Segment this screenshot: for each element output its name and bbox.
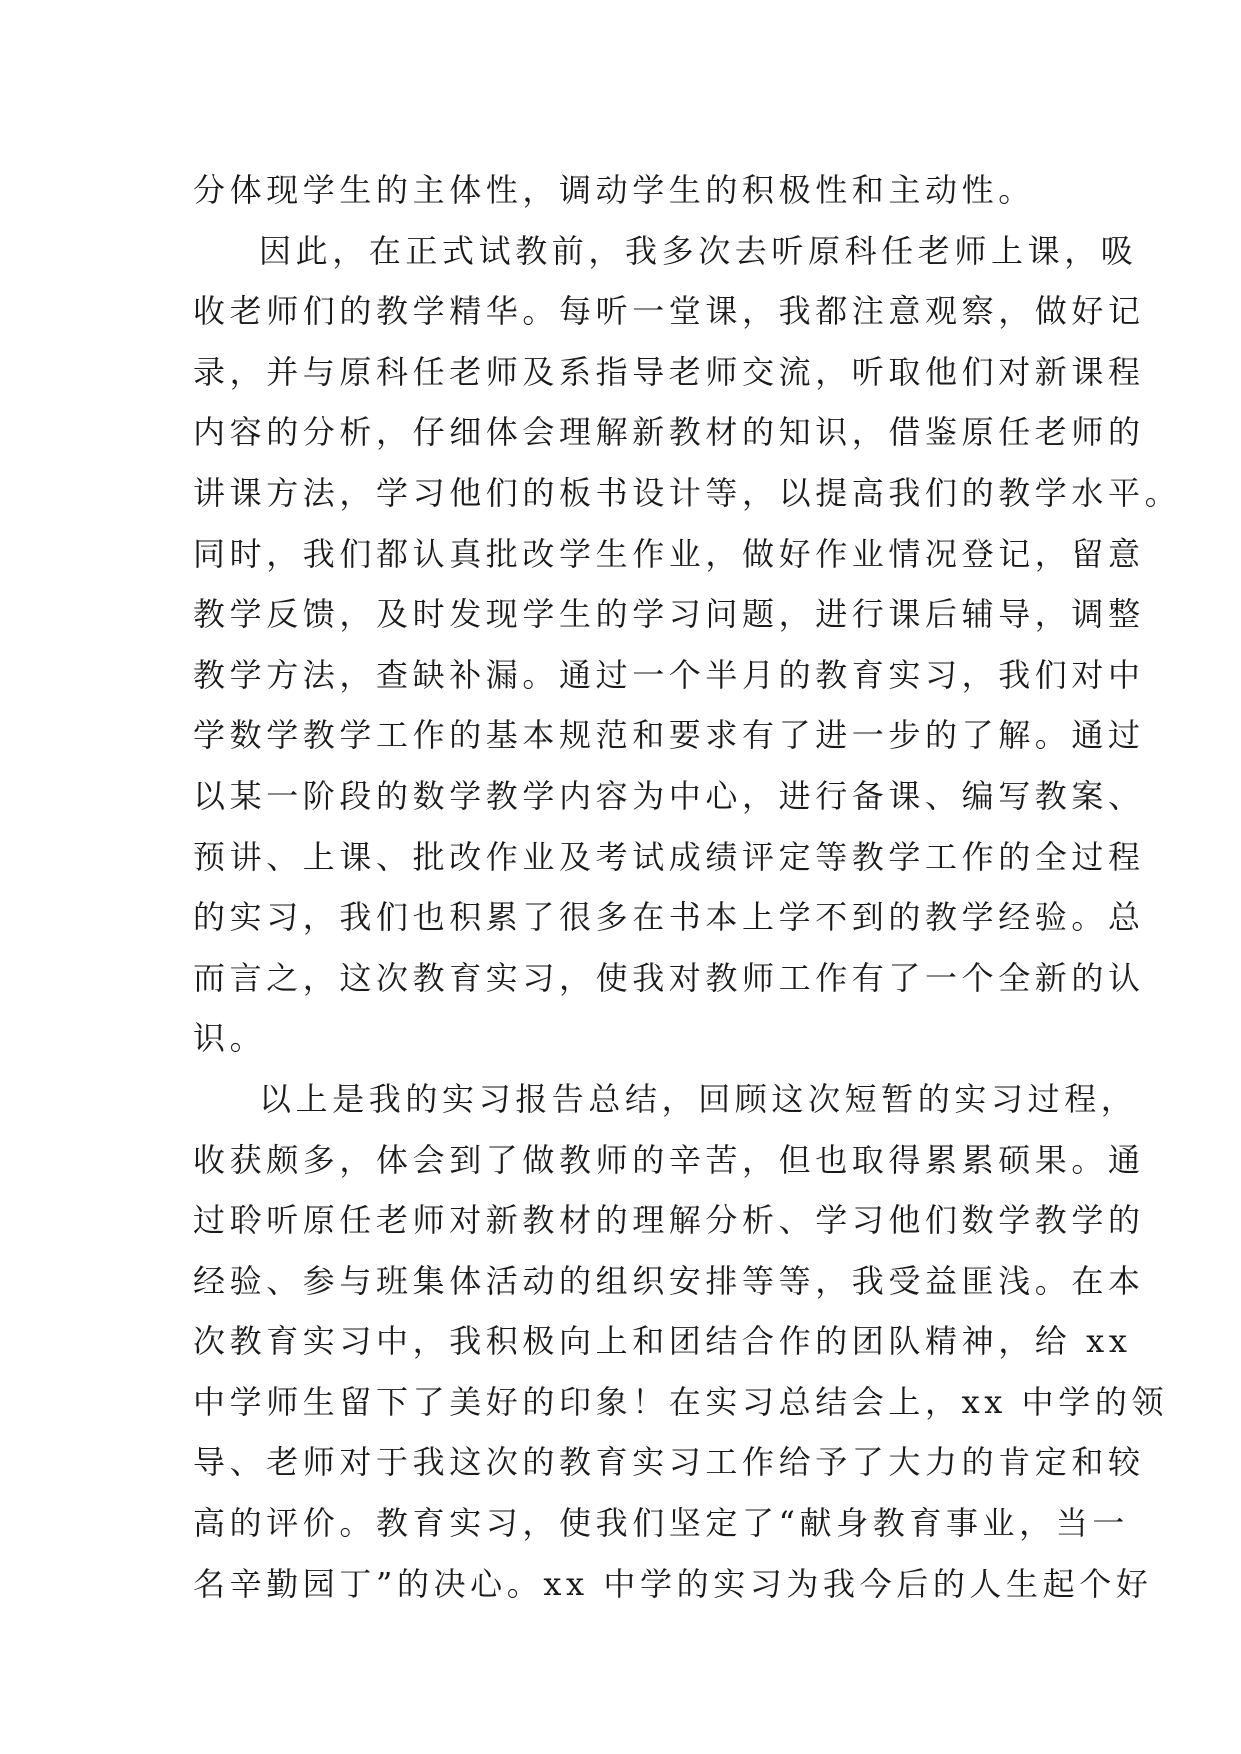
- text-line: 过聆听原任老师对新教材的理解分析、学习他们数学教学的: [193, 1201, 1145, 1240]
- text-line: 中学师生留下了美好的印象！在实习总结会上，xx 中学的领: [193, 1382, 1169, 1421]
- text-line: 分体现学生的主体性，调动学生的积极性和主动性。: [193, 171, 1035, 209]
- text-line: 识。: [193, 1019, 267, 1058]
- paragraph-start-line: 因此，在正式试教前，我多次去听原科任老师上课，吸: [259, 231, 1138, 270]
- text-line: 而言之，这次教育实习，使我对教师工作有了一个全新的认: [193, 958, 1145, 997]
- text-line: 讲课方法，学习他们的板书设计等，以提高我们的教学水平。: [193, 473, 1182, 512]
- text-line: 名辛勤园丁”的决心。xx 中学的实习为我今后的人生起个好: [193, 1564, 1153, 1603]
- paragraph-start-line: 以上是我的实习报告总结，回顾这次短暂的实习过程，: [259, 1079, 1138, 1118]
- text-line: 同时，我们都认真批改学生作业，做好作业情况登记，留意: [193, 534, 1145, 573]
- text-line: 次教育实习中，我积极向上和团结合作的团队精神，给 xx: [193, 1322, 1132, 1361]
- text-line: 预讲、上课、批改作业及考试成绩评定等教学工作的全过程: [193, 837, 1145, 876]
- text-line: 以某一阶段的数学教学内容为中心，进行备课、编写教案、: [193, 776, 1145, 815]
- text-line: 录，并与原科任老师及系指导老师交流，听取他们对新课程: [193, 352, 1145, 391]
- document-body: [193, 160, 1182, 1614]
- text-line: 导、老师对于我这次的教育实习工作给予了大力的肯定和较: [193, 1443, 1145, 1482]
- text-line: 高的评价。教育实习，使我们坚定了“献身教育事业，当一: [193, 1504, 1129, 1543]
- text-line: 教学方法，查缺补漏。通过一个半月的教育实习，我们对中: [193, 655, 1145, 694]
- text-line: 学数学教学工作的基本规范和要求有了进一步的了解。通过: [193, 716, 1145, 755]
- text-line: 收老师们的教学精华。每听一堂课，我都注意观察，做好记: [193, 292, 1145, 331]
- text-line: 教学反馈，及时发现学生的学习问题，进行课后辅导，调整: [193, 595, 1145, 634]
- text-line: 的实习，我们也积累了很多在书本上学不到的教学经验。总: [193, 898, 1145, 937]
- text-line: 经验、参与班集体活动的组织安排等等，我受益匪浅。在本: [193, 1261, 1145, 1300]
- text-line: 收获颇多，体会到了做教师的辛苦，但也取得累累硕果。通: [193, 1140, 1145, 1179]
- text-line: 内容的分析，仔细体会理解新教材的知识，借鉴原任老师的: [193, 413, 1145, 452]
